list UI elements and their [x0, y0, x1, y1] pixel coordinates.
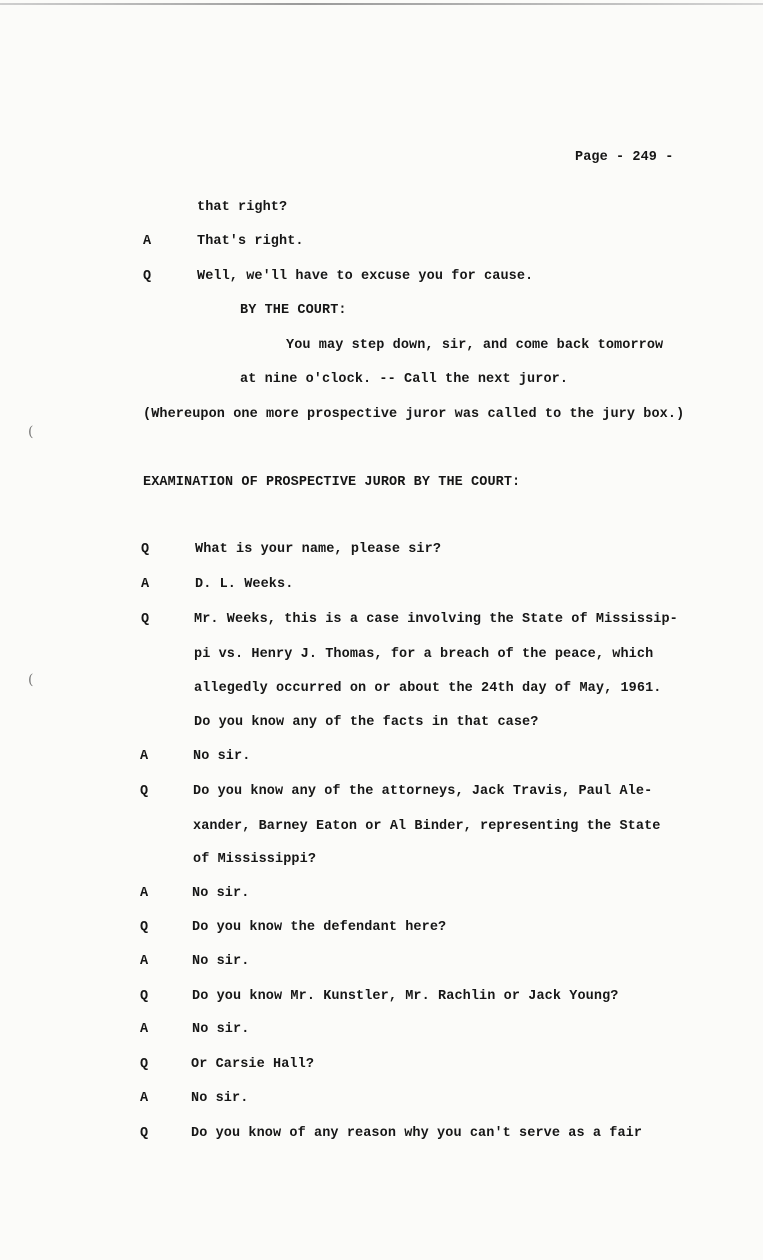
answer-label: A	[140, 1022, 149, 1037]
transcript-line: No sir.	[193, 749, 251, 764]
transcript-line: Well, we'll have to excuse you for cause.	[197, 269, 534, 284]
answer-label: A	[140, 749, 149, 764]
transcript-line: Or Carsie Hall?	[191, 1057, 315, 1072]
transcript-line: that right?	[197, 200, 288, 215]
page-number: Page - 249 -	[575, 150, 674, 165]
section-heading: EXAMINATION OF PROSPECTIVE JUROR BY THE COURT:	[143, 475, 521, 490]
answer-label: A	[143, 234, 152, 249]
question-label: Q	[140, 989, 149, 1004]
transcript-line: allegedly occurred on or about the 24th day of May, 1961.	[194, 681, 662, 696]
answer-label: A	[141, 577, 150, 592]
question-label: Q	[141, 542, 150, 557]
transcript-line: What is your name, please sir?	[195, 542, 442, 557]
transcript-line: of Mississippi?	[193, 852, 317, 867]
margin-mark: (	[28, 672, 34, 688]
transcript-line: No sir.	[191, 1091, 249, 1106]
speaker-heading: BY THE COURT:	[240, 303, 347, 318]
question-label: Q	[140, 1126, 149, 1141]
transcript-line: Do you know the defendant here?	[192, 920, 447, 935]
transcript-line: Do you know Mr. Kunstler, Mr. Rachlin or Jack Young?	[192, 989, 619, 1004]
transcript-line: No sir.	[192, 954, 250, 969]
transcript-line: No sir.	[192, 886, 250, 901]
transcript-line: No sir.	[192, 1022, 250, 1037]
question-label: Q	[143, 269, 152, 284]
answer-label: A	[140, 886, 149, 901]
parenthetical-note: (Whereupon one more prospective juror was called to the jury box.)	[143, 407, 685, 422]
scan-edge-line	[0, 3, 763, 5]
transcript-line: Mr. Weeks, this is a case involving the State of Mississip-	[194, 612, 678, 627]
question-label: Q	[140, 1057, 149, 1072]
transcript-line: That's right.	[197, 234, 304, 249]
question-label: Q	[140, 920, 149, 935]
transcript-line: Do you know any of the facts in that case?	[194, 715, 539, 730]
transcript-line: pi vs. Henry J. Thomas, for a breach of the peace, which	[194, 647, 654, 662]
transcript-line: at nine o'clock. -- Call the next juror.	[240, 372, 569, 387]
answer-label: A	[140, 954, 149, 969]
answer-label: A	[140, 1091, 149, 1106]
margin-mark: (	[28, 424, 34, 440]
question-label: Q	[141, 612, 150, 627]
transcript-line: xander, Barney Eaton or Al Binder, representing the State	[193, 819, 661, 834]
transcript-line: Do you know of any reason why you can't serve as a fair	[191, 1126, 643, 1141]
question-label: Q	[140, 784, 149, 799]
transcript-line: D. L. Weeks.	[195, 577, 294, 592]
transcript-line: Do you know any of the attorneys, Jack Travis, Paul Ale-	[193, 784, 653, 799]
transcript-line: You may step down, sir, and come back tomorrow	[286, 338, 664, 353]
